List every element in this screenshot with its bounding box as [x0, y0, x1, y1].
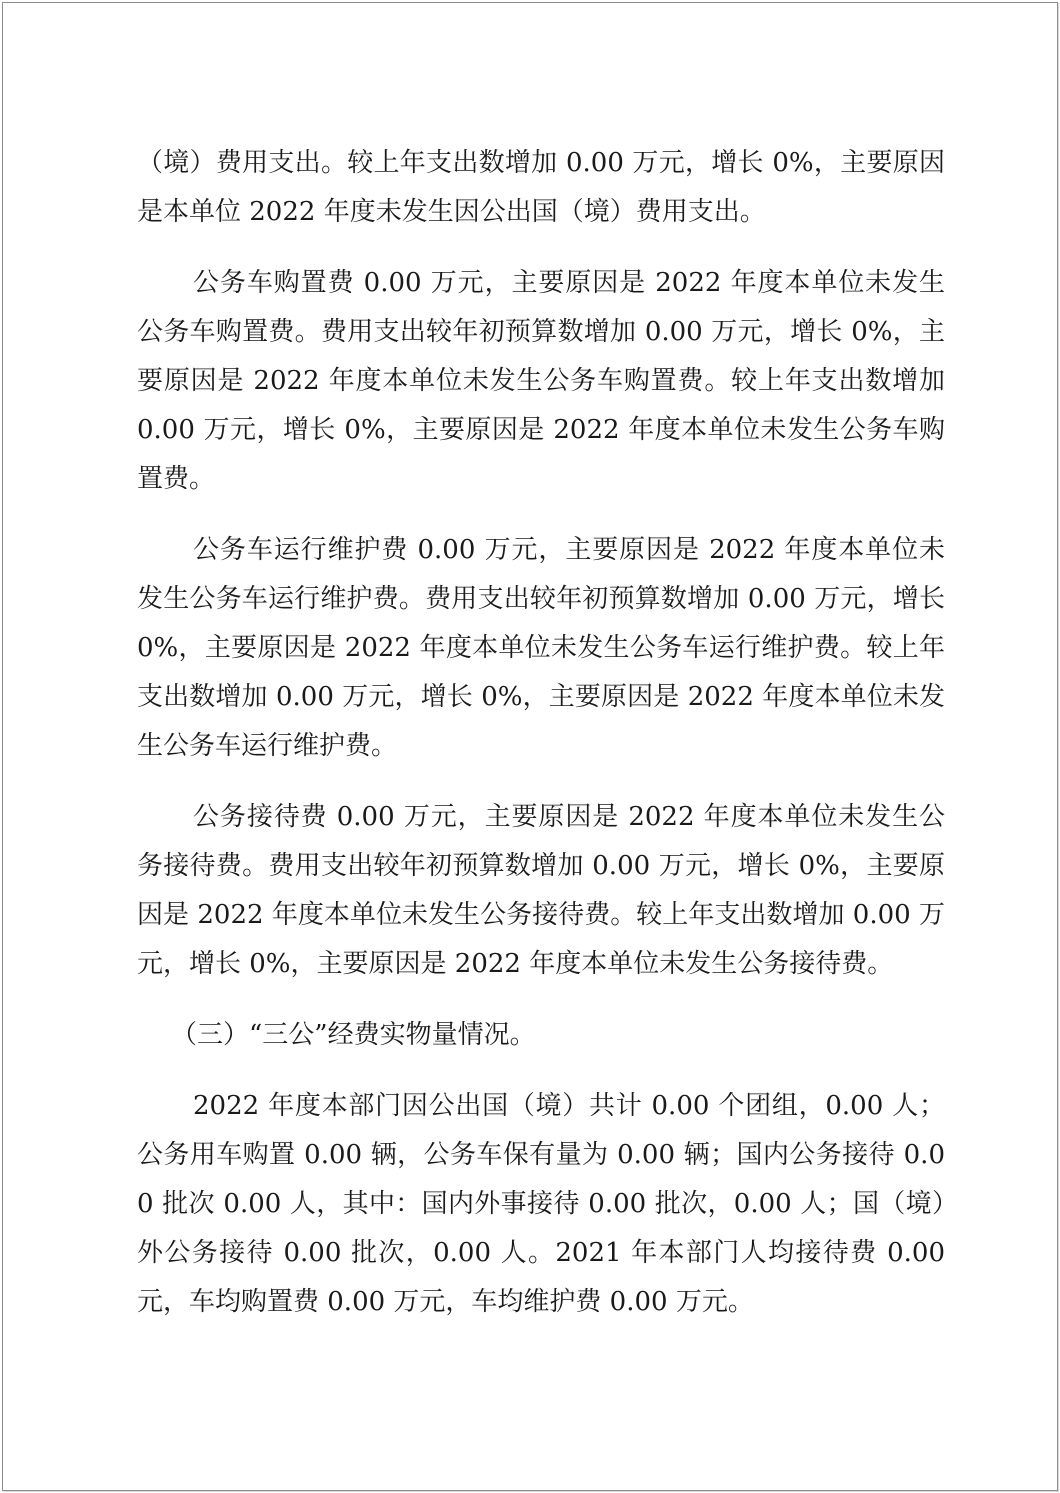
section-heading: （三）“三公”经费实物量情况。 — [171, 1020, 536, 1050]
paragraph-reception-expense: 公务接待费 0.00 万元，主要原因是 2022 年度本单位未发生公务接待费。费用支出较年初预算数增加 0.00 万元，增长 0%，主要原因是 2022 年度本单位未发生公务接待费。较上年支出数增加 0.00 万元，增长 0%，主要原因是 2022 年度本单位未发生公务接待费。 — [137, 802, 945, 979]
paragraph-overseas-expense: （境）费用支出。较上年支出数增加 0.00 万元，增长 0%，主要原因是本单位 2022 年度未发生因公出国（境）费用支出。 — [137, 148, 945, 227]
paragraph-vehicle-purchase: 公务车购置费 0.00 万元，主要原因是 2022 年度本单位未发生公务车购置费。费用支出较年初预算数增加 0.00 万元，增长 0%，主要原因是 2022 年度本单位未发生公务车购置费。较上年支出数增加 0.00 万元，增长 0%，主要原因是 2022 年度本单位未发生公务车购置费。 — [137, 268, 945, 494]
document-body — [137, 139, 945, 1327]
paragraph-vehicle-maintenance: 公务车运行维护费 0.00 万元，主要原因是 2022 年度本单位未发生公务车运行维护费。费用支出较年初预算数增加 0.00 万元，增长 0%，主要原因是 2022 年度本单位未发生公务车运行维护费。较上年支出数增加 0.00 万元，增长 0%，主要原因是 2022 年度本单位未发生公务车运行维护费。 — [137, 535, 945, 761]
paragraph-physical-quantity: 2022 年度本部门因公出国（境）共计 0.00 个团组，0.00 人；公务用车购置 0.00 辆，公务车保有量为 0.00 辆；国内公务接待 0.00 批次 0.00 人，其中：国内外事接待 0.00 批次，0.00 人；国（境）外公务接待 0.00 批次，0.00 人。2021 年本部门人均接待费 0.00 元，车均购置费 0.00 万元，车均维护费 0.00 万元。 — [137, 1091, 945, 1317]
